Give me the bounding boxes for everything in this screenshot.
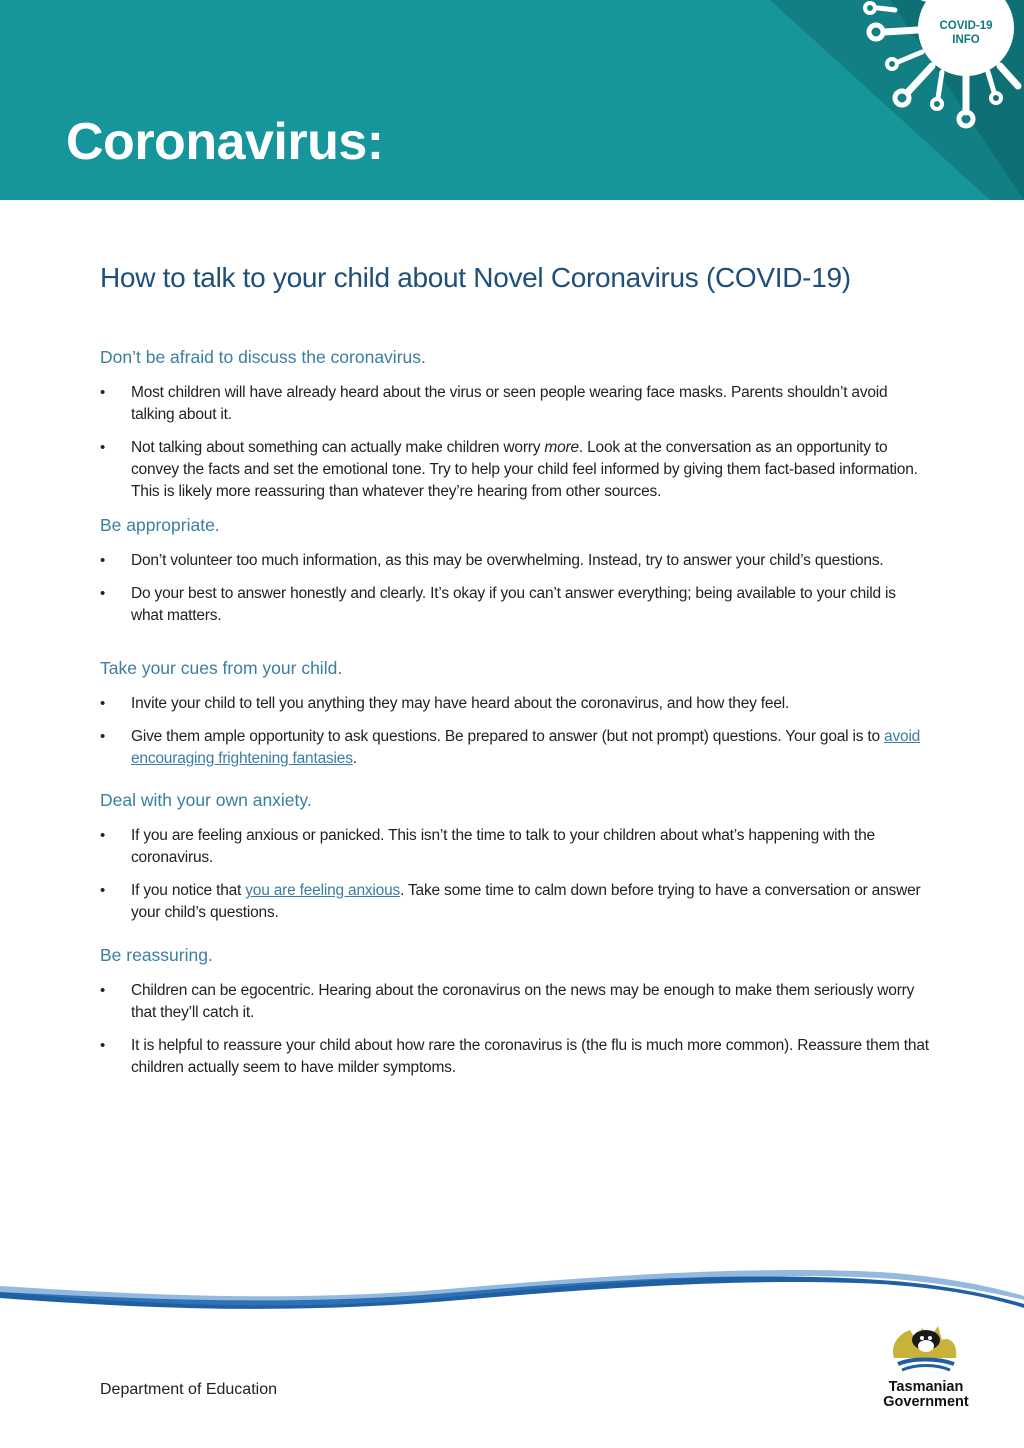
page-title: How to talk to your child about Novel Coronavirus (COVID-19) — [100, 262, 851, 293]
bullet-icon: • — [100, 827, 106, 844]
list-item — [100, 437, 930, 503]
item-text: Do your best to answer honestly and clearly. It’s okay if you can’t answer everything; being available to your child is what matters. — [131, 585, 896, 624]
section-heading: Deal with your own anxiety. — [100, 790, 312, 810]
list-item — [100, 550, 930, 572]
bullet-icon: • — [100, 982, 106, 999]
list-item — [100, 1035, 930, 1079]
bullet-list — [100, 382, 930, 503]
link-frightening-fantasies[interactable]: avoid encouraging frightening fantasies — [131, 728, 921, 767]
item-text: Not talking about something can actually make children worry — [131, 439, 545, 456]
tasmanian-devil-logo — [872, 1318, 980, 1380]
logo-line-2: Government — [883, 1394, 969, 1410]
item-text: Invite your child to tell you anything they may have heard about the coronavirus, and how they feel. — [131, 695, 790, 712]
section-heading: Be appropriate. — [100, 515, 220, 535]
section-heading: Don’t be afraid to discuss the coronavirus. — [100, 347, 426, 367]
badge-line-2: INFO — [952, 34, 980, 46]
list-item — [100, 382, 930, 426]
header-banner — [0, 0, 1024, 200]
covid-info-badge — [918, 19, 1014, 47]
bullet-list — [100, 980, 930, 1079]
bullet-icon: • — [100, 882, 106, 899]
list-item — [100, 825, 930, 869]
item-text: If you are feeling anxious or panicked. This isn’t the time to talk to your children about what’s happening with the coronavirus. — [131, 827, 875, 866]
section-cues — [100, 657, 930, 781]
banner-title: Coronavirus: — [66, 113, 384, 171]
item-text: Children can be egocentric. Hearing about the coronavirus on the news may be enough to make them seriously worry that they’ll catch it. — [131, 982, 915, 1021]
item-text: If you notice that — [131, 882, 246, 899]
list-item — [100, 583, 930, 627]
bullet-list — [100, 825, 930, 924]
item-text-after: . Look at the conversation as an opportunity to convey the facts and set the emotional tone. Try to help your child feel informed by giving them fact-based information. This is likely more reassuring than whatever they’re hearing from other sources. — [131, 439, 918, 500]
bullet-icon: • — [100, 728, 106, 745]
bullet-icon: • — [100, 439, 106, 456]
section-anxiety — [100, 789, 930, 935]
footer-wave — [0, 1270, 1024, 1330]
list-item — [100, 726, 930, 770]
bullet-icon: • — [100, 1037, 106, 1054]
bullet-icon: • — [100, 384, 106, 401]
link-feeling-anxious[interactable]: you are feeling anxious — [245, 882, 401, 899]
item-text: Don’t volunteer too much information, as this may be overwhelming. Instead, try to answer your child’s questions. — [131, 552, 884, 569]
item-text: Give them ample opportunity to ask questions. Be prepared to answer (but not prompt) questions. Your goal is to — [131, 728, 885, 745]
item-text-after: . — [352, 750, 357, 767]
section-heading: Take your cues from your child. — [100, 658, 343, 678]
item-text: It is helpful to reassure your child about how rare the coronavirus is (the flu is much more common). Reassure them that children actually seem to have milder symptoms. — [131, 1037, 929, 1076]
bullet-list — [100, 693, 930, 770]
item-text-after: . Take some time to calm down before trying to have a conversation or answer your child’s questions. — [131, 882, 921, 921]
footer-department: Department of Education — [100, 1381, 277, 1398]
section-heading: Be reassuring. — [100, 945, 213, 965]
bullet-icon: • — [100, 695, 106, 712]
section-discuss — [100, 346, 930, 514]
bullet-list — [100, 550, 930, 627]
bullet-icon: • — [100, 585, 106, 602]
list-item — [100, 693, 930, 715]
section-reassuring — [100, 944, 930, 1090]
item-emphasis: more — [544, 439, 579, 456]
item-text: Most children will have already heard about the virus or seen people wearing face masks. Parents shouldn’t avoid talking about it. — [131, 384, 888, 423]
section-appropriate — [100, 514, 930, 638]
badge-line-1: COVID-19 — [939, 20, 993, 32]
list-item — [100, 880, 930, 924]
bullet-icon: • — [100, 552, 106, 569]
list-item — [100, 980, 930, 1024]
tasmanian-government-logo — [872, 1318, 980, 1413]
logo-line-1: Tasmanian — [888, 1379, 964, 1395]
